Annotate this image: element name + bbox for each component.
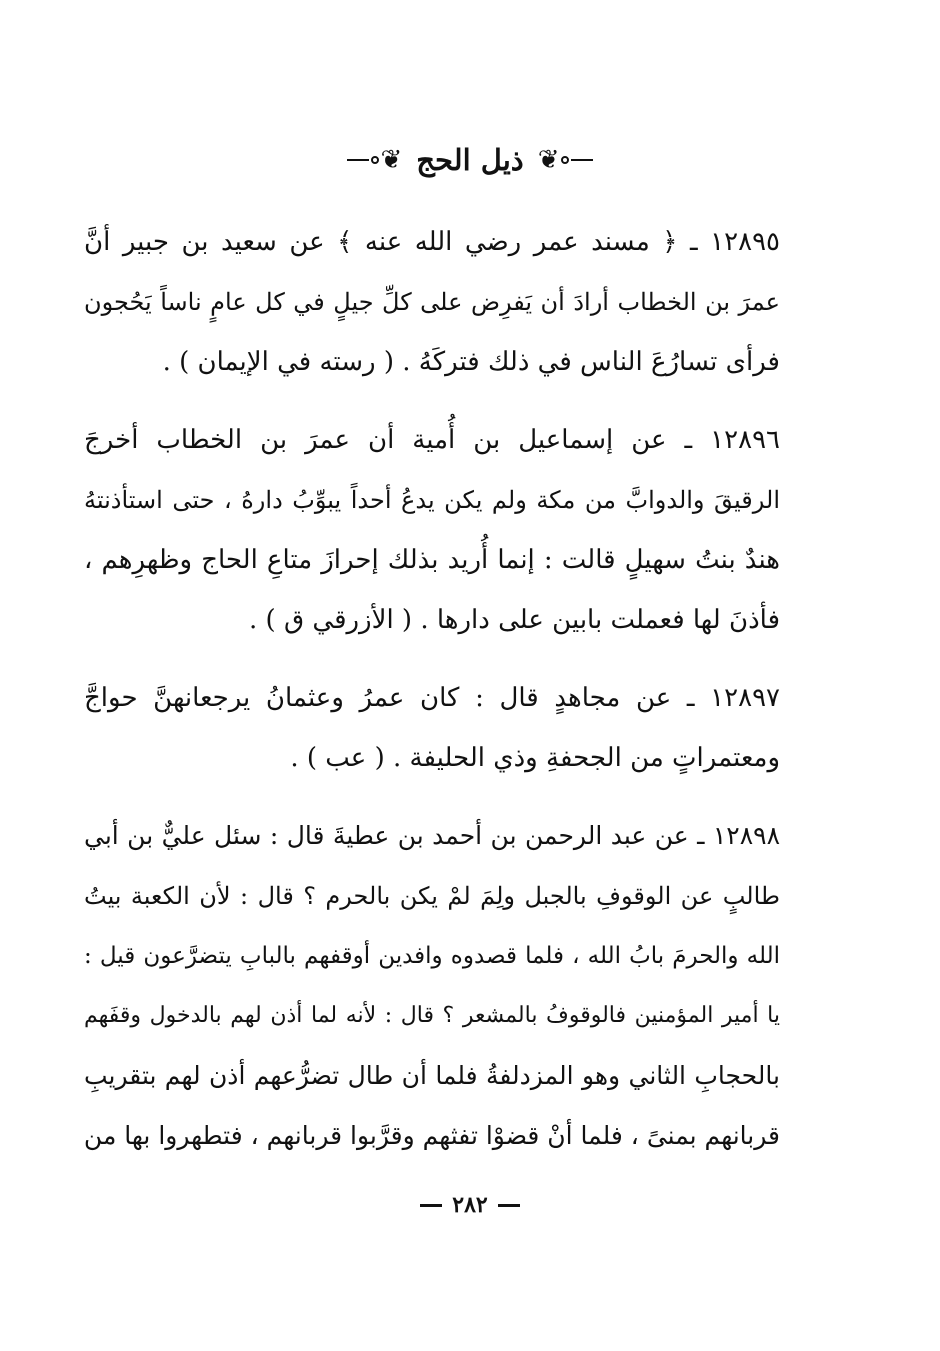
dash-icon bbox=[498, 1204, 520, 1207]
running-header bbox=[0, 132, 940, 188]
page-number: ٢٨٢ bbox=[452, 1192, 488, 1218]
text-line: قربانهم بمنىً ، فلما أنْ قضوْا تفثهم وقرَّبوا قربانهم ، فتطهروا بها من bbox=[84, 1121, 780, 1150]
hadith-12898 bbox=[84, 806, 780, 1166]
text-line: ١٢٨٩٥ ـ ﴿ مسند عمر رضي الله عنه ﴾ عن سعيد بن جبير أنَّ bbox=[84, 227, 780, 257]
flourish-ornament-icon: ❦ bbox=[347, 147, 403, 173]
text-line: بالحجابِ الثاني وهو المزدلفةُ فلما أن طال تضرُّعهم أذن لهم بتقريبِ bbox=[84, 1061, 780, 1090]
text-line: ومعتمراتٍ من الجحفةِ وذي الحليفة . ( عب ) . bbox=[290, 743, 780, 773]
text-line: فأذنَ لها فعملت بابين على دارها . ( الأزرقي ق ) . bbox=[249, 605, 780, 635]
hadith-12896 bbox=[84, 410, 780, 650]
text-line: ١٢٨٩٦ ـ عن إسماعيل بن أُمية أن عمرَ بن الخطاب أخرجَ bbox=[84, 425, 780, 455]
text-line: طالبٍ عن الوقوفِ بالجبل ولِمَ لمْ يكن بالحرم ؟ قال : لأن الكعبة بيتُ bbox=[84, 882, 780, 910]
main-text bbox=[84, 212, 780, 1166]
hadith-12895 bbox=[84, 212, 780, 392]
text-line: فرأى تسارُعَ الناس في ذلك فتركَهُ . ( رسته في الإيمان ) . bbox=[162, 347, 780, 377]
text-line: عمرَ بن الخطاب أرادَ أن يَفرِض على كلِّ جيلٍ في كل عامٍ ناساً يَحُجون bbox=[84, 288, 780, 316]
text-line: يا أمير المؤمنين فالوقوفُ بالمشعر ؟ قال : لأنه لما أذن لهم بالدخول وقفَهم bbox=[84, 1003, 780, 1028]
flourish-ornament-icon: ❦ bbox=[538, 147, 594, 173]
text-line: هندٌ بنتُ سهيلٍ قالت : إنما أُريد بذلك إحرازَ متاعِ الحاج وظهرِهم ، bbox=[84, 545, 780, 575]
header-title: ذيل الحج bbox=[416, 143, 524, 177]
text-line: ١٢٨٩٧ ـ عن مجاهدٍ قال : كان عمرُ وعثمانُ يرجعانهنَّ حواجَّ bbox=[84, 683, 780, 713]
dash-icon bbox=[420, 1204, 442, 1207]
text-line: ١٢٨٩٨ ـ عن عبد الرحمن بن أحمد بن عطيةَ قال : سئل عليٌّ بن أبي bbox=[84, 821, 780, 850]
page-footer bbox=[0, 1180, 940, 1230]
text-line: الرقيقَ والدوابَّ من مكة ولم يكن يدعُ أحداً يبوِّبُ دارهُ ، حتى استأذنتهُ bbox=[84, 486, 780, 514]
hadith-12897 bbox=[84, 668, 780, 788]
text-line: الله والحرمَ بابُ الله ، فلما قصدوه وافدين أوقفهم بالبابِ يتضرَّعون قيل : bbox=[84, 943, 780, 969]
